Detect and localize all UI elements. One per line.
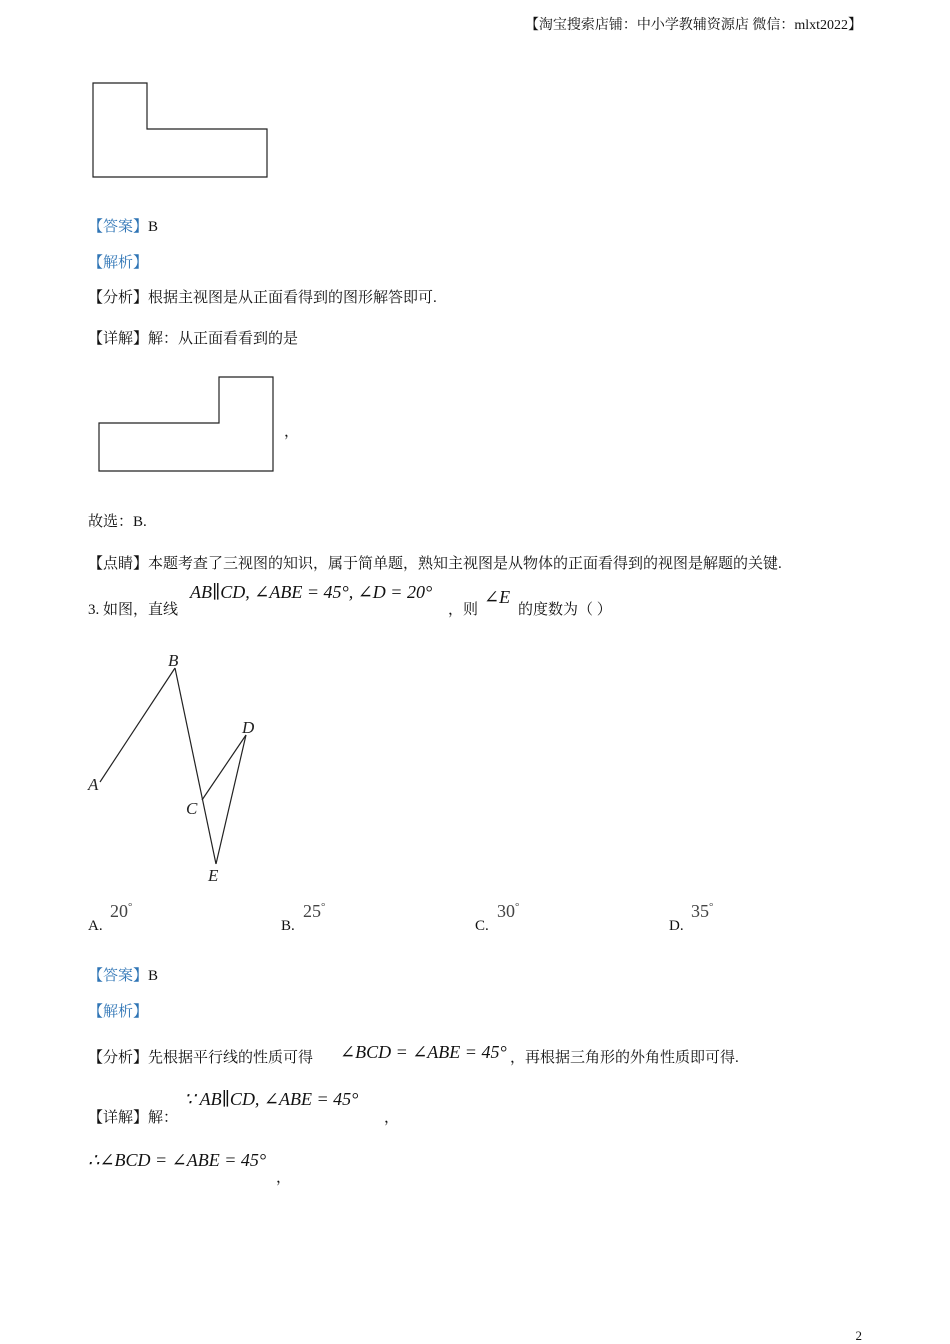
option-c-label: C. <box>475 918 489 934</box>
xiangjie-label: 【详解】 <box>88 331 149 347</box>
option-d-label: D. <box>669 918 684 934</box>
q3-fenxi-post: ，再根据三角形的外角性质即可得. <box>510 1050 739 1066</box>
q2-front-view-outline <box>99 377 273 471</box>
dianjing-text: 本题考查了三视图的知识，属于简单题，熟知主视图是从物体的正面看得到的视图是解题的关键. <box>148 556 782 572</box>
fenxi-label: 【分析】 <box>88 1050 149 1066</box>
q3-stem-suffix: 的度数为（ ） <box>518 602 612 618</box>
q2-solid-outline <box>93 83 267 177</box>
q2-dianjing <box>88 552 782 573</box>
q2-xiangjie <box>88 327 298 348</box>
xiangjie-pre: 解： <box>148 1110 179 1126</box>
q2-answer <box>88 215 158 236</box>
q3-answer <box>88 964 158 985</box>
header-note: 【淘宝搜索店铺：中小学教辅资源店 微信：mlxt2022】 <box>524 18 862 33</box>
q3-step1-math: ∵ AB∥CD, ∠ABE = 45° <box>184 1089 359 1109</box>
q3-stem-math2: ∠E <box>484 587 511 607</box>
option-b-value: 25° <box>303 901 326 921</box>
q3-fenxi-math: ∠BCD = ∠ABE = 45° <box>340 1042 507 1062</box>
option-d-value: 35° <box>691 901 714 921</box>
q2-fenxi <box>88 286 437 307</box>
option-a-label: A. <box>88 918 103 934</box>
q2-analysis-label: 【解析】 <box>88 255 149 271</box>
q3-stem-math: AB∥CD, ∠ABE = 45°, ∠D = 20° <box>190 582 433 602</box>
xiangjie-text: 解：从正面看看到的是 <box>148 331 299 347</box>
page-number: 2 <box>855 1328 862 1343</box>
option-b-label: B. <box>281 918 295 934</box>
xiangjie-label: 【详解】 <box>88 1110 149 1126</box>
q2-solid-figure <box>88 78 272 182</box>
answer-label: 【答案】 <box>88 968 149 984</box>
q3-step1-post: ， <box>384 1110 400 1126</box>
answer-value: B <box>148 968 159 984</box>
fenxi-text: 根据主视图是从正面看得到的图形解答即可. <box>148 290 437 306</box>
fenxi-label: 【分析】 <box>88 290 149 306</box>
segment-CD <box>202 735 246 800</box>
q3-xiangjie <box>88 1106 178 1127</box>
point-label-C: C <box>186 799 198 818</box>
q3-step2-math: ∴∠BCD = ∠ABE = 45° <box>88 1150 267 1170</box>
q3-geometry-figure <box>80 645 280 890</box>
point-label-A: A <box>88 775 99 794</box>
option-a-value: 20° <box>110 901 133 921</box>
answer-label: 【答案】 <box>88 219 149 235</box>
q2-conclusion: 故选：B. <box>88 514 147 530</box>
point-label-B: B <box>168 651 179 670</box>
segment-AB <box>100 668 175 782</box>
option-c-value: 30° <box>497 901 520 921</box>
segment-DE <box>216 735 246 864</box>
q3-fenxi <box>88 1046 313 1067</box>
point-label-D: D <box>242 718 255 737</box>
dianjing-label: 【点睛】 <box>88 556 149 572</box>
q3-stem-mid: ，则 <box>448 602 479 618</box>
answer-value: B <box>148 219 159 235</box>
fenxi-pre: 先根据平行线的性质可得 <box>148 1050 314 1066</box>
point-label-E: E <box>208 866 219 885</box>
q3-stem-prefix: 3. 如图，直线 <box>88 602 179 618</box>
q3-analysis-label: 【解析】 <box>88 1004 149 1020</box>
q3-step2-post: ， <box>276 1170 292 1186</box>
q2-front-view-figure <box>94 372 278 476</box>
q2-figure-comma: ， <box>284 424 300 440</box>
segment-BE <box>175 668 216 864</box>
